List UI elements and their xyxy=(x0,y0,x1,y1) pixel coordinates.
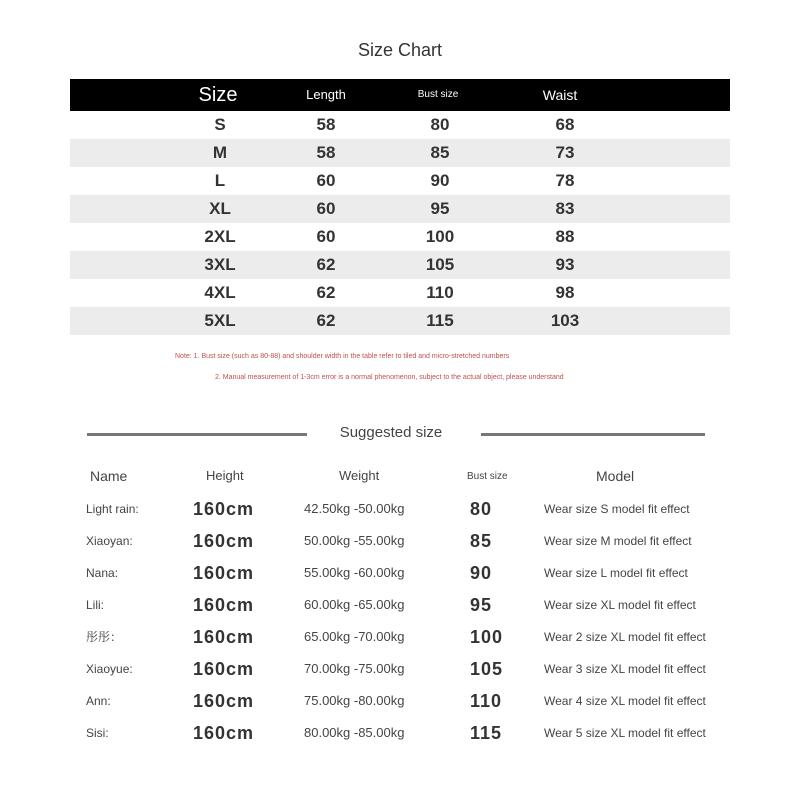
table-row xyxy=(70,307,730,335)
bust-cell: 90 xyxy=(430,171,450,190)
weight-cell: 42.50kg -50.00kg xyxy=(304,501,405,516)
waist-cell: 98 xyxy=(555,283,575,302)
list-item xyxy=(0,621,800,653)
list-item xyxy=(0,525,800,557)
header-weight: Weight xyxy=(339,468,380,483)
size-cell: 3XL xyxy=(204,255,236,274)
bust-cell: 110 xyxy=(470,691,503,711)
table-row xyxy=(70,223,730,251)
weight-cell: 70.00kg -75.00kg xyxy=(304,661,405,676)
length-cell: 60 xyxy=(316,227,336,246)
size-chart-title: Size Chart xyxy=(357,40,443,60)
weight-cell: 80.00kg -85.00kg xyxy=(304,725,405,740)
header-length: Length xyxy=(306,87,346,102)
height-cell: 160cm xyxy=(193,531,255,551)
length-cell: 62 xyxy=(316,311,336,330)
name-cell: Nana: xyxy=(86,566,119,580)
size-cell: M xyxy=(212,143,228,162)
size-cell: S xyxy=(214,115,226,134)
list-item xyxy=(0,493,800,525)
bust-cell: 110 xyxy=(426,283,454,302)
waist-cell: 68 xyxy=(555,115,575,134)
table-row xyxy=(70,167,730,195)
divider-right xyxy=(481,433,705,436)
length-cell: 62 xyxy=(316,255,336,274)
bust-cell: 85 xyxy=(430,143,450,162)
name-cell: Xiaoyue: xyxy=(86,662,133,676)
name-cell: Light rain: xyxy=(86,502,139,516)
list-item xyxy=(0,589,800,621)
weight-cell: 50.00kg -55.00kg xyxy=(304,533,405,548)
header-name: Name xyxy=(90,468,128,484)
suggested-size-title: Suggested size xyxy=(339,424,443,441)
table-row xyxy=(70,139,730,167)
height-cell: 160cm xyxy=(193,563,255,583)
table-row xyxy=(70,279,730,307)
bust-cell: 80 xyxy=(470,499,493,519)
list-item xyxy=(0,717,800,749)
model-cell: Wear 2 size XL model fit effect xyxy=(544,630,706,644)
bust-cell: 105 xyxy=(425,255,455,274)
bust-cell: 80 xyxy=(430,115,450,134)
size-cell: L xyxy=(214,171,226,190)
waist-cell: 73 xyxy=(555,143,575,162)
height-cell: 160cm xyxy=(193,659,255,679)
model-cell: Wear 4 size XL model fit effect xyxy=(544,694,706,708)
header-size: Size xyxy=(198,84,238,106)
bust-cell: 100 xyxy=(425,227,455,246)
height-cell: 160cm xyxy=(193,723,255,743)
table-row xyxy=(70,195,730,223)
table-row xyxy=(70,251,730,279)
bust-cell: 85 xyxy=(470,531,493,551)
list-item xyxy=(0,653,800,685)
name-cell: Ann: xyxy=(86,694,111,708)
name-cell: 彤彤： xyxy=(86,630,123,644)
list-item xyxy=(0,557,800,589)
name-cell: Xiaoyan: xyxy=(86,534,133,548)
waist-cell: 103 xyxy=(550,311,580,330)
size-table-body xyxy=(70,111,730,335)
name-cell: Sisi: xyxy=(86,726,109,740)
weight-cell: 65.00kg -70.00kg xyxy=(304,629,405,644)
model-cell: Wear size S model fit effect xyxy=(544,502,690,516)
size-cell: XL xyxy=(209,199,231,218)
length-cell: 62 xyxy=(316,283,336,302)
header-bust: Bust size xyxy=(467,471,508,482)
length-cell: 58 xyxy=(316,143,336,162)
model-cell: Wear size XL model fit effect xyxy=(544,598,696,612)
model-cell: Wear 5 size XL model fit effect xyxy=(544,726,706,740)
model-cell: Wear size M model fit effect xyxy=(544,534,692,548)
height-cell: 160cm xyxy=(193,595,255,615)
length-cell: 60 xyxy=(316,171,336,190)
length-cell: 60 xyxy=(316,199,336,218)
bust-cell: 115 xyxy=(426,311,454,330)
waist-cell: 78 xyxy=(555,171,575,190)
note-line-1: Note: 1. Bust size (such as 80-88) and shoulder width in the table refer to tiled and micro-stretched numbers xyxy=(175,353,510,360)
size-table-header xyxy=(70,79,730,111)
note-line-2: 2. Manual measurement of 1-3cm error is a normal phenomenon, subject to the actual object, please understand xyxy=(215,374,564,381)
height-cell: 160cm xyxy=(193,691,255,711)
height-cell: 160cm xyxy=(193,627,255,647)
size-cell: 2XL xyxy=(204,227,236,246)
bust-cell: 90 xyxy=(470,563,493,583)
height-cell: 160cm xyxy=(193,499,255,519)
length-cell: 58 xyxy=(316,115,336,134)
bust-cell: 115 xyxy=(470,723,503,743)
header-model: Model xyxy=(596,468,635,484)
bust-cell: 105 xyxy=(470,659,504,679)
waist-cell: 93 xyxy=(555,255,575,274)
model-cell: Wear size L model fit effect xyxy=(544,566,688,580)
bust-cell: 95 xyxy=(470,595,493,615)
size-table xyxy=(70,79,730,335)
bust-cell: 95 xyxy=(430,199,450,218)
name-cell: Lili: xyxy=(86,598,105,612)
weight-cell: 75.00kg -80.00kg xyxy=(304,693,405,708)
waist-cell: 88 xyxy=(555,227,575,246)
weight-cell: 55.00kg -60.00kg xyxy=(304,565,405,580)
bust-cell: 100 xyxy=(470,627,504,647)
model-cell: Wear 3 size XL model fit effect xyxy=(544,662,706,676)
size-cell: 4XL xyxy=(204,283,236,302)
size-cell: 5XL xyxy=(204,311,236,330)
header-height: Height xyxy=(206,468,244,483)
list-item xyxy=(0,685,800,717)
waist-cell: 83 xyxy=(555,199,575,218)
header-waist: Waist xyxy=(542,87,578,103)
header-bust-size: Bust size xyxy=(417,89,459,100)
table-row xyxy=(70,111,730,139)
weight-cell: 60.00kg -65.00kg xyxy=(304,597,405,612)
